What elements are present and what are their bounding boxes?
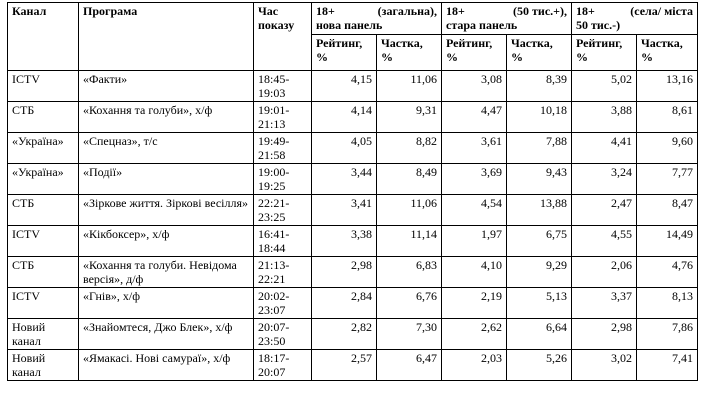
cell-time bbox=[254, 102, 312, 133]
cell-rating: 2,03 bbox=[442, 350, 507, 381]
cell-program: «Гнів», х/ф bbox=[79, 288, 254, 319]
table-row bbox=[8, 226, 698, 257]
cell-share: 8,47 bbox=[637, 195, 698, 226]
cell-share: 6,64 bbox=[507, 319, 572, 350]
cell-channel: ICTV bbox=[8, 226, 79, 257]
cell-program: «Знайомтеся, Джо Блек», х/ф bbox=[79, 319, 254, 350]
time-end: 20:07 bbox=[258, 365, 286, 379]
table-row bbox=[8, 133, 698, 164]
cell-channel: СТБ bbox=[8, 195, 79, 226]
cell-rating: 2,84 bbox=[312, 288, 377, 319]
header-group-1: 18+ (загальна), нова панель bbox=[312, 3, 442, 35]
cell-rating: 4,14 bbox=[312, 102, 377, 133]
cell-program: «Спецназ», т/с bbox=[79, 133, 254, 164]
cell-rating: 3,24 bbox=[572, 164, 637, 195]
cell-channel: Новий канал bbox=[8, 350, 79, 381]
header-channel: Канал bbox=[8, 3, 79, 71]
cell-share: 7,86 bbox=[637, 319, 698, 350]
ratings-table bbox=[7, 2, 698, 381]
cell-share: 6,83 bbox=[377, 257, 442, 288]
cell-rating: 2,98 bbox=[312, 257, 377, 288]
time-start: 19:01- bbox=[258, 103, 290, 117]
time-end: 23:07 bbox=[258, 303, 286, 317]
cell-share: 11,06 bbox=[377, 195, 442, 226]
cell-share: 7,41 bbox=[637, 350, 698, 381]
cell-share: 11,14 bbox=[377, 226, 442, 257]
cell-rating: 3,44 bbox=[312, 164, 377, 195]
header-program: Програма bbox=[79, 3, 254, 71]
cell-share: 8,39 bbox=[507, 71, 572, 102]
cell-rating: 4,41 bbox=[572, 133, 637, 164]
cell-channel: СТБ bbox=[8, 102, 79, 133]
cell-channel: Новий канал bbox=[8, 319, 79, 350]
cell-rating: 2,57 bbox=[312, 350, 377, 381]
cell-time bbox=[254, 288, 312, 319]
cell-share: 5,26 bbox=[507, 350, 572, 381]
time-end: 23:25 bbox=[258, 210, 286, 224]
cell-program: «Факти» bbox=[79, 71, 254, 102]
cell-rating: 4,55 bbox=[572, 226, 637, 257]
cell-program: «Кікбоксер», х/ф bbox=[79, 226, 254, 257]
cell-rating: 3,88 bbox=[572, 102, 637, 133]
cell-rating: 2,98 bbox=[572, 319, 637, 350]
time-start: 20:02- bbox=[258, 289, 290, 303]
time-start: 16:41- bbox=[258, 227, 290, 241]
header-group-3: 18+ (села/ міста 50 тис.-) bbox=[572, 3, 698, 35]
cell-share: 6,76 bbox=[377, 288, 442, 319]
cell-rating: 2,19 bbox=[442, 288, 507, 319]
cell-rating: 4,10 bbox=[442, 257, 507, 288]
cell-rating: 5,02 bbox=[572, 71, 637, 102]
cell-share: 7,30 bbox=[377, 319, 442, 350]
cell-time bbox=[254, 226, 312, 257]
time-end: 19:03 bbox=[258, 86, 286, 100]
table-row bbox=[8, 71, 698, 102]
cell-rating: 4,15 bbox=[312, 71, 377, 102]
time-end: 21:13 bbox=[258, 117, 286, 131]
header-time: Час показу bbox=[254, 3, 312, 71]
cell-share: 14,49 bbox=[637, 226, 698, 257]
cell-share: 10,18 bbox=[507, 102, 572, 133]
cell-rating: 2,47 bbox=[572, 195, 637, 226]
time-start: 18:45- bbox=[258, 72, 290, 86]
cell-program: «Події» bbox=[79, 164, 254, 195]
cell-share: 13,16 bbox=[637, 71, 698, 102]
cell-share: 4,76 bbox=[637, 257, 698, 288]
time-start: 20:07- bbox=[258, 320, 290, 334]
cell-time bbox=[254, 195, 312, 226]
time-start: 22:21- bbox=[258, 196, 290, 210]
subheader-share: Частка, % bbox=[637, 35, 698, 71]
cell-share: 7,88 bbox=[507, 133, 572, 164]
cell-share: 9,31 bbox=[377, 102, 442, 133]
cell-rating: 4,47 bbox=[442, 102, 507, 133]
table-row bbox=[8, 102, 698, 133]
cell-share: 9,29 bbox=[507, 257, 572, 288]
subheader-share: Частка, % bbox=[377, 35, 442, 71]
cell-share: 8,13 bbox=[637, 288, 698, 319]
cell-rating: 4,54 bbox=[442, 195, 507, 226]
time-end: 23:50 bbox=[258, 334, 286, 348]
time-end: 19:25 bbox=[258, 179, 286, 193]
cell-rating: 3,38 bbox=[312, 226, 377, 257]
cell-rating: 2,62 bbox=[442, 319, 507, 350]
cell-rating: 3,37 bbox=[572, 288, 637, 319]
cell-channel: ICTV bbox=[8, 288, 79, 319]
cell-share: 11,06 bbox=[377, 71, 442, 102]
cell-rating: 2,06 bbox=[572, 257, 637, 288]
cell-rating: 4,05 bbox=[312, 133, 377, 164]
cell-share: 6,75 bbox=[507, 226, 572, 257]
cell-channel: ICTV bbox=[8, 71, 79, 102]
time-end: 18:44 bbox=[258, 241, 286, 255]
cell-channel: «Україна» bbox=[8, 164, 79, 195]
cell-program: «Кохання та голуби. Невідома версія», д/ф bbox=[79, 257, 254, 288]
cell-rating: 1,97 bbox=[442, 226, 507, 257]
time-start: 19:00- bbox=[258, 165, 290, 179]
cell-share: 9,43 bbox=[507, 164, 572, 195]
cell-program: «Ямакасі. Нові самураї», х/ф bbox=[79, 350, 254, 381]
table-row bbox=[8, 319, 698, 350]
table-body bbox=[8, 71, 698, 381]
cell-rating: 3,69 bbox=[442, 164, 507, 195]
time-start: 21:13- bbox=[258, 258, 290, 272]
subheader-share: Частка, % bbox=[507, 35, 572, 71]
header-group-2: 18+ (50 тис.+), стара панель bbox=[442, 3, 572, 35]
subheader-rating: Рейтинг, % bbox=[442, 35, 507, 71]
cell-share: 6,47 bbox=[377, 350, 442, 381]
cell-program: «Зіркове життя. Зіркові весілля» bbox=[79, 195, 254, 226]
subheader-rating: Рейтинг, % bbox=[572, 35, 637, 71]
time-start: 18:17- bbox=[258, 351, 290, 365]
table-row bbox=[8, 164, 698, 195]
cell-rating: 3,02 bbox=[572, 350, 637, 381]
cell-share: 9,60 bbox=[637, 133, 698, 164]
subheader-rating: Рейтинг, % bbox=[312, 35, 377, 71]
table-row bbox=[8, 288, 698, 319]
cell-rating: 3,08 bbox=[442, 71, 507, 102]
table-row bbox=[8, 350, 698, 381]
time-end: 22:21 bbox=[258, 272, 286, 286]
cell-share: 7,77 bbox=[637, 164, 698, 195]
cell-rating: 2,82 bbox=[312, 319, 377, 350]
cell-program: «Кохання та голуби», х/ф bbox=[79, 102, 254, 133]
cell-time bbox=[254, 133, 312, 164]
cell-rating: 3,41 bbox=[312, 195, 377, 226]
cell-time bbox=[254, 164, 312, 195]
cell-time bbox=[254, 257, 312, 288]
cell-time bbox=[254, 350, 312, 381]
cell-rating: 3,61 bbox=[442, 133, 507, 164]
cell-share: 13,88 bbox=[507, 195, 572, 226]
table-row bbox=[8, 195, 698, 226]
time-end: 21:58 bbox=[258, 148, 286, 162]
cell-channel: «Україна» bbox=[8, 133, 79, 164]
time-start: 19:49- bbox=[258, 134, 290, 148]
table-row bbox=[8, 257, 698, 288]
cell-share: 8,61 bbox=[637, 102, 698, 133]
cell-share: 8,82 bbox=[377, 133, 442, 164]
cell-time bbox=[254, 71, 312, 102]
cell-share: 8,49 bbox=[377, 164, 442, 195]
cell-time bbox=[254, 319, 312, 350]
cell-channel: СТБ bbox=[8, 257, 79, 288]
cell-share: 5,13 bbox=[507, 288, 572, 319]
